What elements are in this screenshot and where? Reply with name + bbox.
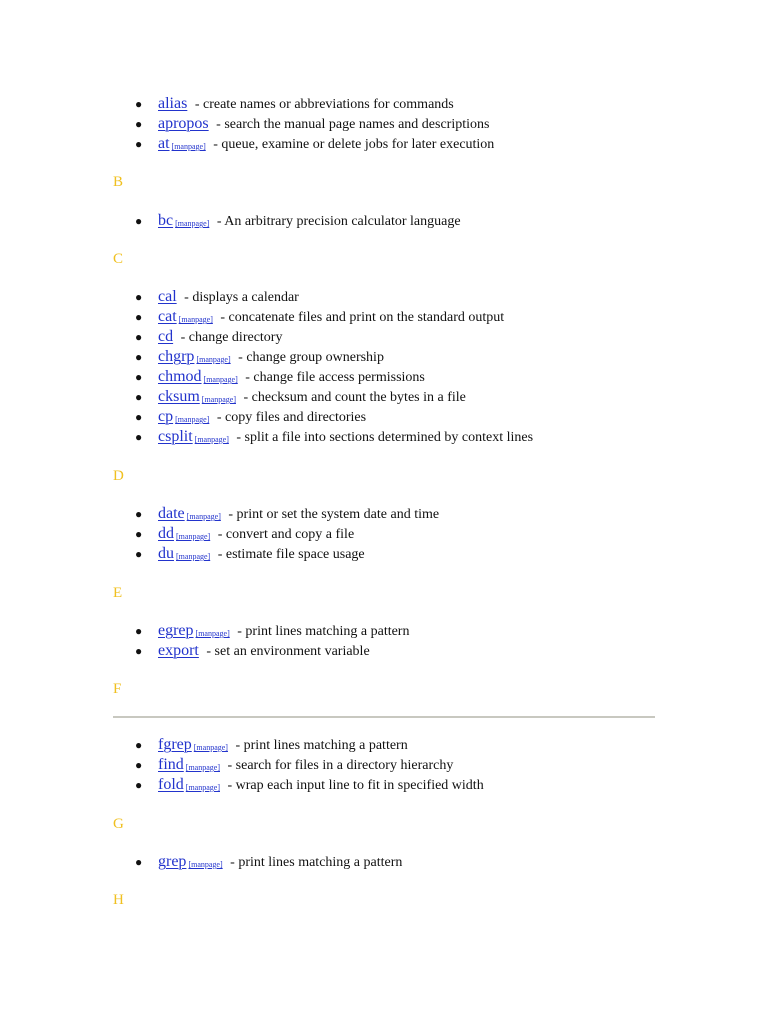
command-link[interactable]: grep [158,853,187,870]
command-description: print lines matching a pattern [243,738,408,753]
manpage-link[interactable]: [manpage] [185,763,220,772]
list-item: ● cal - displays a calendar [135,288,299,305]
section-letter-d: D [113,468,124,484]
command-link[interactable]: bc [158,212,174,229]
bullet-icon: ● [135,290,143,304]
bullet-icon: ● [135,370,143,384]
list-item: ● alias - create names or abbreviations for commands [135,95,454,112]
section-letter-c: C [113,251,124,267]
section-letter-g: G [113,816,124,832]
command-link[interactable]: csplit [158,428,193,445]
list-item: ● fold [manpage] - wrap each input line to fit in specified width [135,776,484,793]
command-list-g [0,852,768,872]
section-letter-b: B [113,174,124,190]
list-item: ● du [manpage] - estimate file space usage [135,545,365,562]
list-item: ● apropos - search the manual page names and descriptions [135,115,490,132]
command-link[interactable]: du [158,545,174,562]
list-item: ● csplit [manpage] - split a file into sections determined by context lines [135,428,534,445]
command-link[interactable]: fgrep [158,736,192,753]
command-link[interactable]: cksum [158,388,200,405]
list-item: ● dd [manpage] - convert and copy a file [135,525,355,542]
command-link[interactable]: find [158,756,184,773]
command-description: print lines matching a pattern [238,855,403,870]
manpage-link[interactable]: [manpage] [176,532,211,541]
command-description: convert and copy a file [225,527,355,542]
bullet-icon: ● [135,547,143,561]
list-item: ● cksum [manpage] - checksum and count the bytes in a file [135,388,466,405]
manpage-link[interactable]: [manpage] [185,783,220,792]
list-item: ● date [manpage] - print or set the system date and time [135,505,440,522]
command-link[interactable]: egrep [158,622,194,639]
bullet-icon: ● [135,214,143,228]
bullet-icon: ● [135,430,143,444]
bullet-icon: ● [135,97,143,111]
command-link[interactable]: apropos [158,115,209,132]
command-link[interactable]: dd [158,525,174,542]
command-description: search the manual page names and descriptions [224,117,490,132]
section-letter-e: E [113,585,123,601]
bullet-icon: ● [135,758,143,772]
list-item: ● egrep [manpage] - print lines matching a pattern [135,622,410,639]
command-description: change group ownership [246,350,384,365]
command-list-b [0,211,768,231]
command-description: set an environment variable [214,644,370,659]
command-link[interactable]: date [158,505,185,522]
command-description: queue, examine or delete jobs for later execution [221,137,495,152]
manpage-link[interactable]: [manpage] [175,415,210,424]
command-link[interactable]: export [158,642,199,659]
manpage-link[interactable]: [manpage] [194,435,229,444]
bullet-icon: ● [135,410,143,424]
section-letter-f: F [113,681,122,697]
command-list-e [0,621,768,661]
command-link[interactable]: at [158,135,170,152]
list-item: ● at [manpage] - queue, examine or delete jobs for later execution [135,135,495,152]
list-item: ● bc [manpage] - An arbitrary precision calculator language [135,212,461,229]
bullet-icon: ● [135,507,143,521]
command-link[interactable]: fold [158,776,184,793]
bullet-icon: ● [135,644,143,658]
list-item: ● fgrep [manpage] - print lines matching a pattern [135,736,408,753]
list-item: ● grep [manpage] - print lines matching a pattern [135,853,403,870]
command-link[interactable]: cd [158,328,174,345]
bullet-icon: ● [135,330,143,344]
list-item: ● export - set an environment variable [135,642,370,659]
command-link[interactable]: chmod [158,368,202,385]
manpage-link[interactable]: [manpage] [201,395,236,404]
list-item: ● cp [manpage] - copy files and directories [135,408,367,425]
command-description: create names or abbreviations for commands [203,97,454,112]
command-link[interactable]: chgrp [158,348,195,365]
bullet-icon: ● [135,390,143,404]
bullet-icon: ● [135,310,143,324]
list-item: ● cat [manpage] - concatenate files and print on the standard output [135,308,505,325]
manpage-link[interactable]: [manpage] [178,315,213,324]
horizontal-divider [113,716,655,718]
bullet-icon: ● [135,855,143,869]
command-list-a [0,94,768,154]
list-item: ● cd - change directory [135,328,283,345]
command-link[interactable]: cat [158,308,177,325]
command-description: copy files and directories [224,410,367,425]
list-item: ● find [manpage] - search for files in a directory hierarchy [135,756,454,773]
command-description: concatenate files and print on the standard output [228,310,505,325]
manpage-link[interactable]: [manpage] [176,552,211,561]
bullet-icon: ● [135,117,143,131]
command-link[interactable]: alias [158,95,188,112]
list-item: ● chmod [manpage] - change file access permissions [135,368,425,385]
bullet-icon: ● [135,350,143,364]
command-description: print or set the system date and time [236,507,440,522]
command-description: checksum and count the bytes in a file [251,390,466,405]
manpage-link[interactable]: [manpage] [175,219,210,228]
command-description: displays a calendar [192,290,299,305]
manpage-link[interactable]: [manpage] [196,355,231,364]
command-description: wrap each input line to fit in specified width [235,778,484,793]
command-description: An arbitrary precision calculator language [224,214,461,229]
command-list-c [0,287,768,447]
bullet-icon: ● [135,624,143,638]
manpage-link[interactable]: [manpage] [188,860,223,869]
bullet-icon: ● [135,778,143,792]
section-letter-h: H [113,892,124,908]
manpage-link[interactable]: [manpage] [171,142,206,151]
manpage-link[interactable]: [manpage] [195,629,230,638]
command-link[interactable]: cp [158,408,174,425]
bullet-icon: ● [135,137,143,151]
command-list-f [0,735,768,795]
manpage-link[interactable]: [manpage] [193,743,228,752]
command-description: change directory [188,330,283,345]
manpage-link[interactable]: [manpage] [203,375,238,384]
bullet-icon: ● [135,527,143,541]
manpage-link[interactable]: [manpage] [186,512,221,521]
command-description: print lines matching a pattern [245,624,410,639]
command-list-d [0,504,768,564]
bullet-icon: ● [135,738,143,752]
list-item: ● chgrp [manpage] - change group ownership [135,348,384,365]
command-link[interactable]: cal [158,288,177,305]
command-description: split a file into sections determined by context lines [244,430,534,445]
command-description: change file access permissions [253,370,425,385]
command-description: search for files in a directory hierarchy [235,758,454,773]
command-description: estimate file space usage [225,547,365,562]
